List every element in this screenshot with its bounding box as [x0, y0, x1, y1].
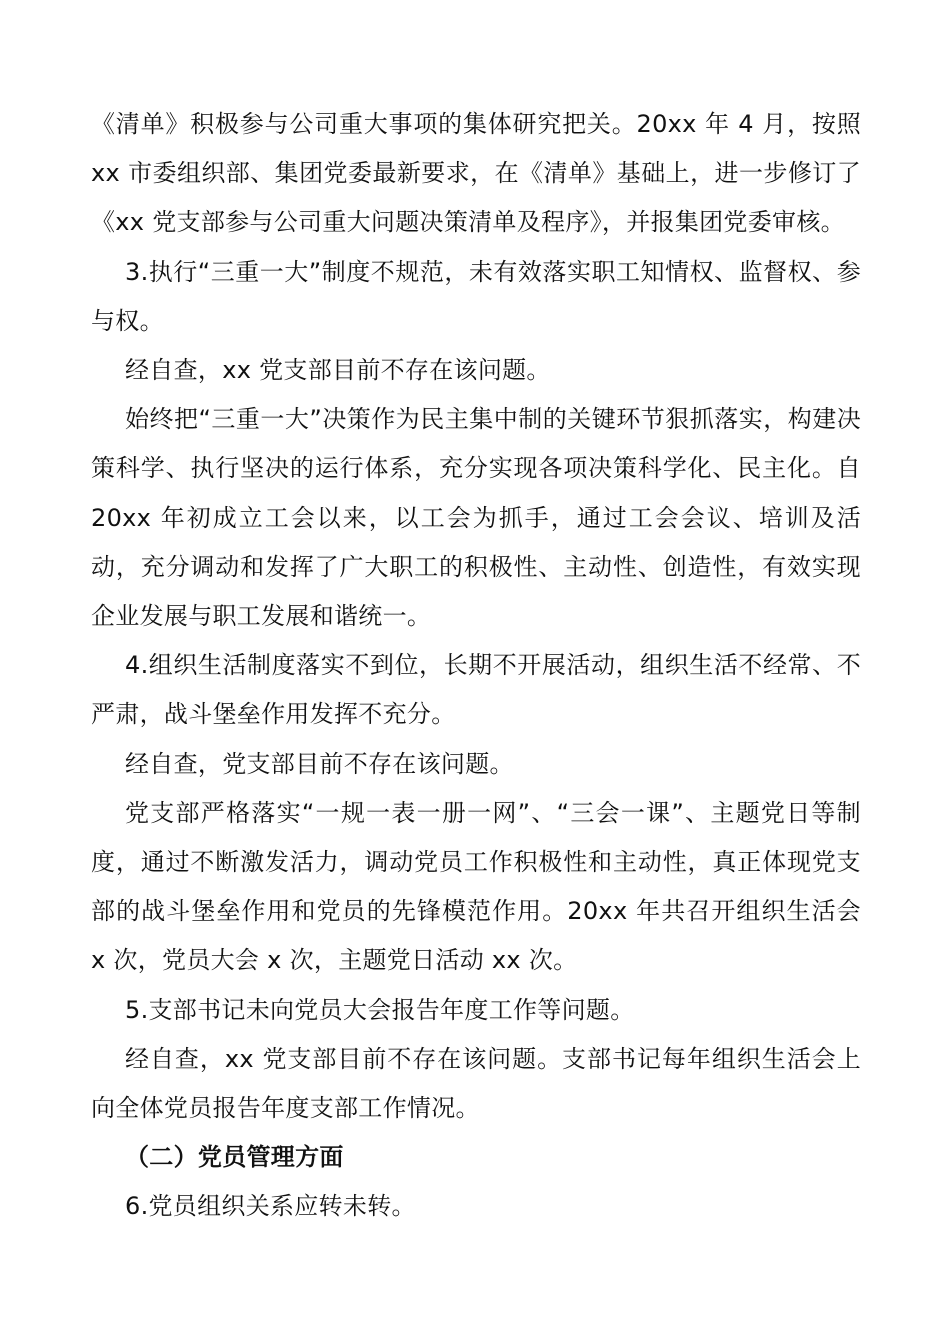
self-check-result: 经自查，xx 党支部目前不存在该问题。支部书记每年组织生活会上向全体党员报告年度支部工作情况。	[91, 1044, 861, 1123]
paragraph-explanation: 始终把“三重一大”决策作为民主集中制的关键环节狠抓落实，构建决策科学、执行坚决的运行体系，充分实现各项决策科学化、民主化。自 20xx 年初成立工会以来，以工会为抓手，通过工会会议、培训及活动，充分调动和发挥了广大职工的积极性、主动性、创造性，有效实现企业发展与职工发展和谐统一。	[91, 405, 861, 631]
paragraph-continuation: 《清单》积极参与公司重大事项的集体研究把关。20xx 年 4 月，按照 xx 市委组织部、集团党委最新要求，在《清单》基础上，进一步修订了《xx 党支部参与公司重大问题决策清单及程序》，并报集团党委审核。	[91, 110, 861, 237]
issue-item-4: 4.组织生活制度落实不到位，长期不开展活动，组织生活不经常、不严肃，战斗堡垒作用发挥不充分。	[91, 651, 861, 729]
issue-item-6: 6.党员组织关系应转未转。	[125, 1192, 416, 1221]
self-check-result: 经自查，党支部目前不存在该问题。	[125, 749, 514, 778]
section-heading: （二）党员管理方面	[125, 1143, 344, 1172]
paragraph-explanation: 党支部严格落实“一规一表一册一网”、“三会一课”、主题党日等制度，通过不断激发活力，调动党员工作积极性和主动性，真正体现党支部的战斗堡垒作用和党员的先锋模范作用。20xx 年共召开组织生活会 x 次，党员大会 x 次，主题党日活动 xx 次。	[91, 798, 861, 975]
issue-item-3: 3.执行“三重一大”制度不规范，未有效落实职工知情权、监督权、参与权。	[91, 257, 861, 335]
self-check-result: 经自查，xx 党支部目前不存在该问题。	[125, 356, 551, 385]
document-body	[91, 100, 861, 1232]
issue-item-5: 5.支部书记未向党员大会报告年度工作等问题。	[125, 995, 635, 1024]
